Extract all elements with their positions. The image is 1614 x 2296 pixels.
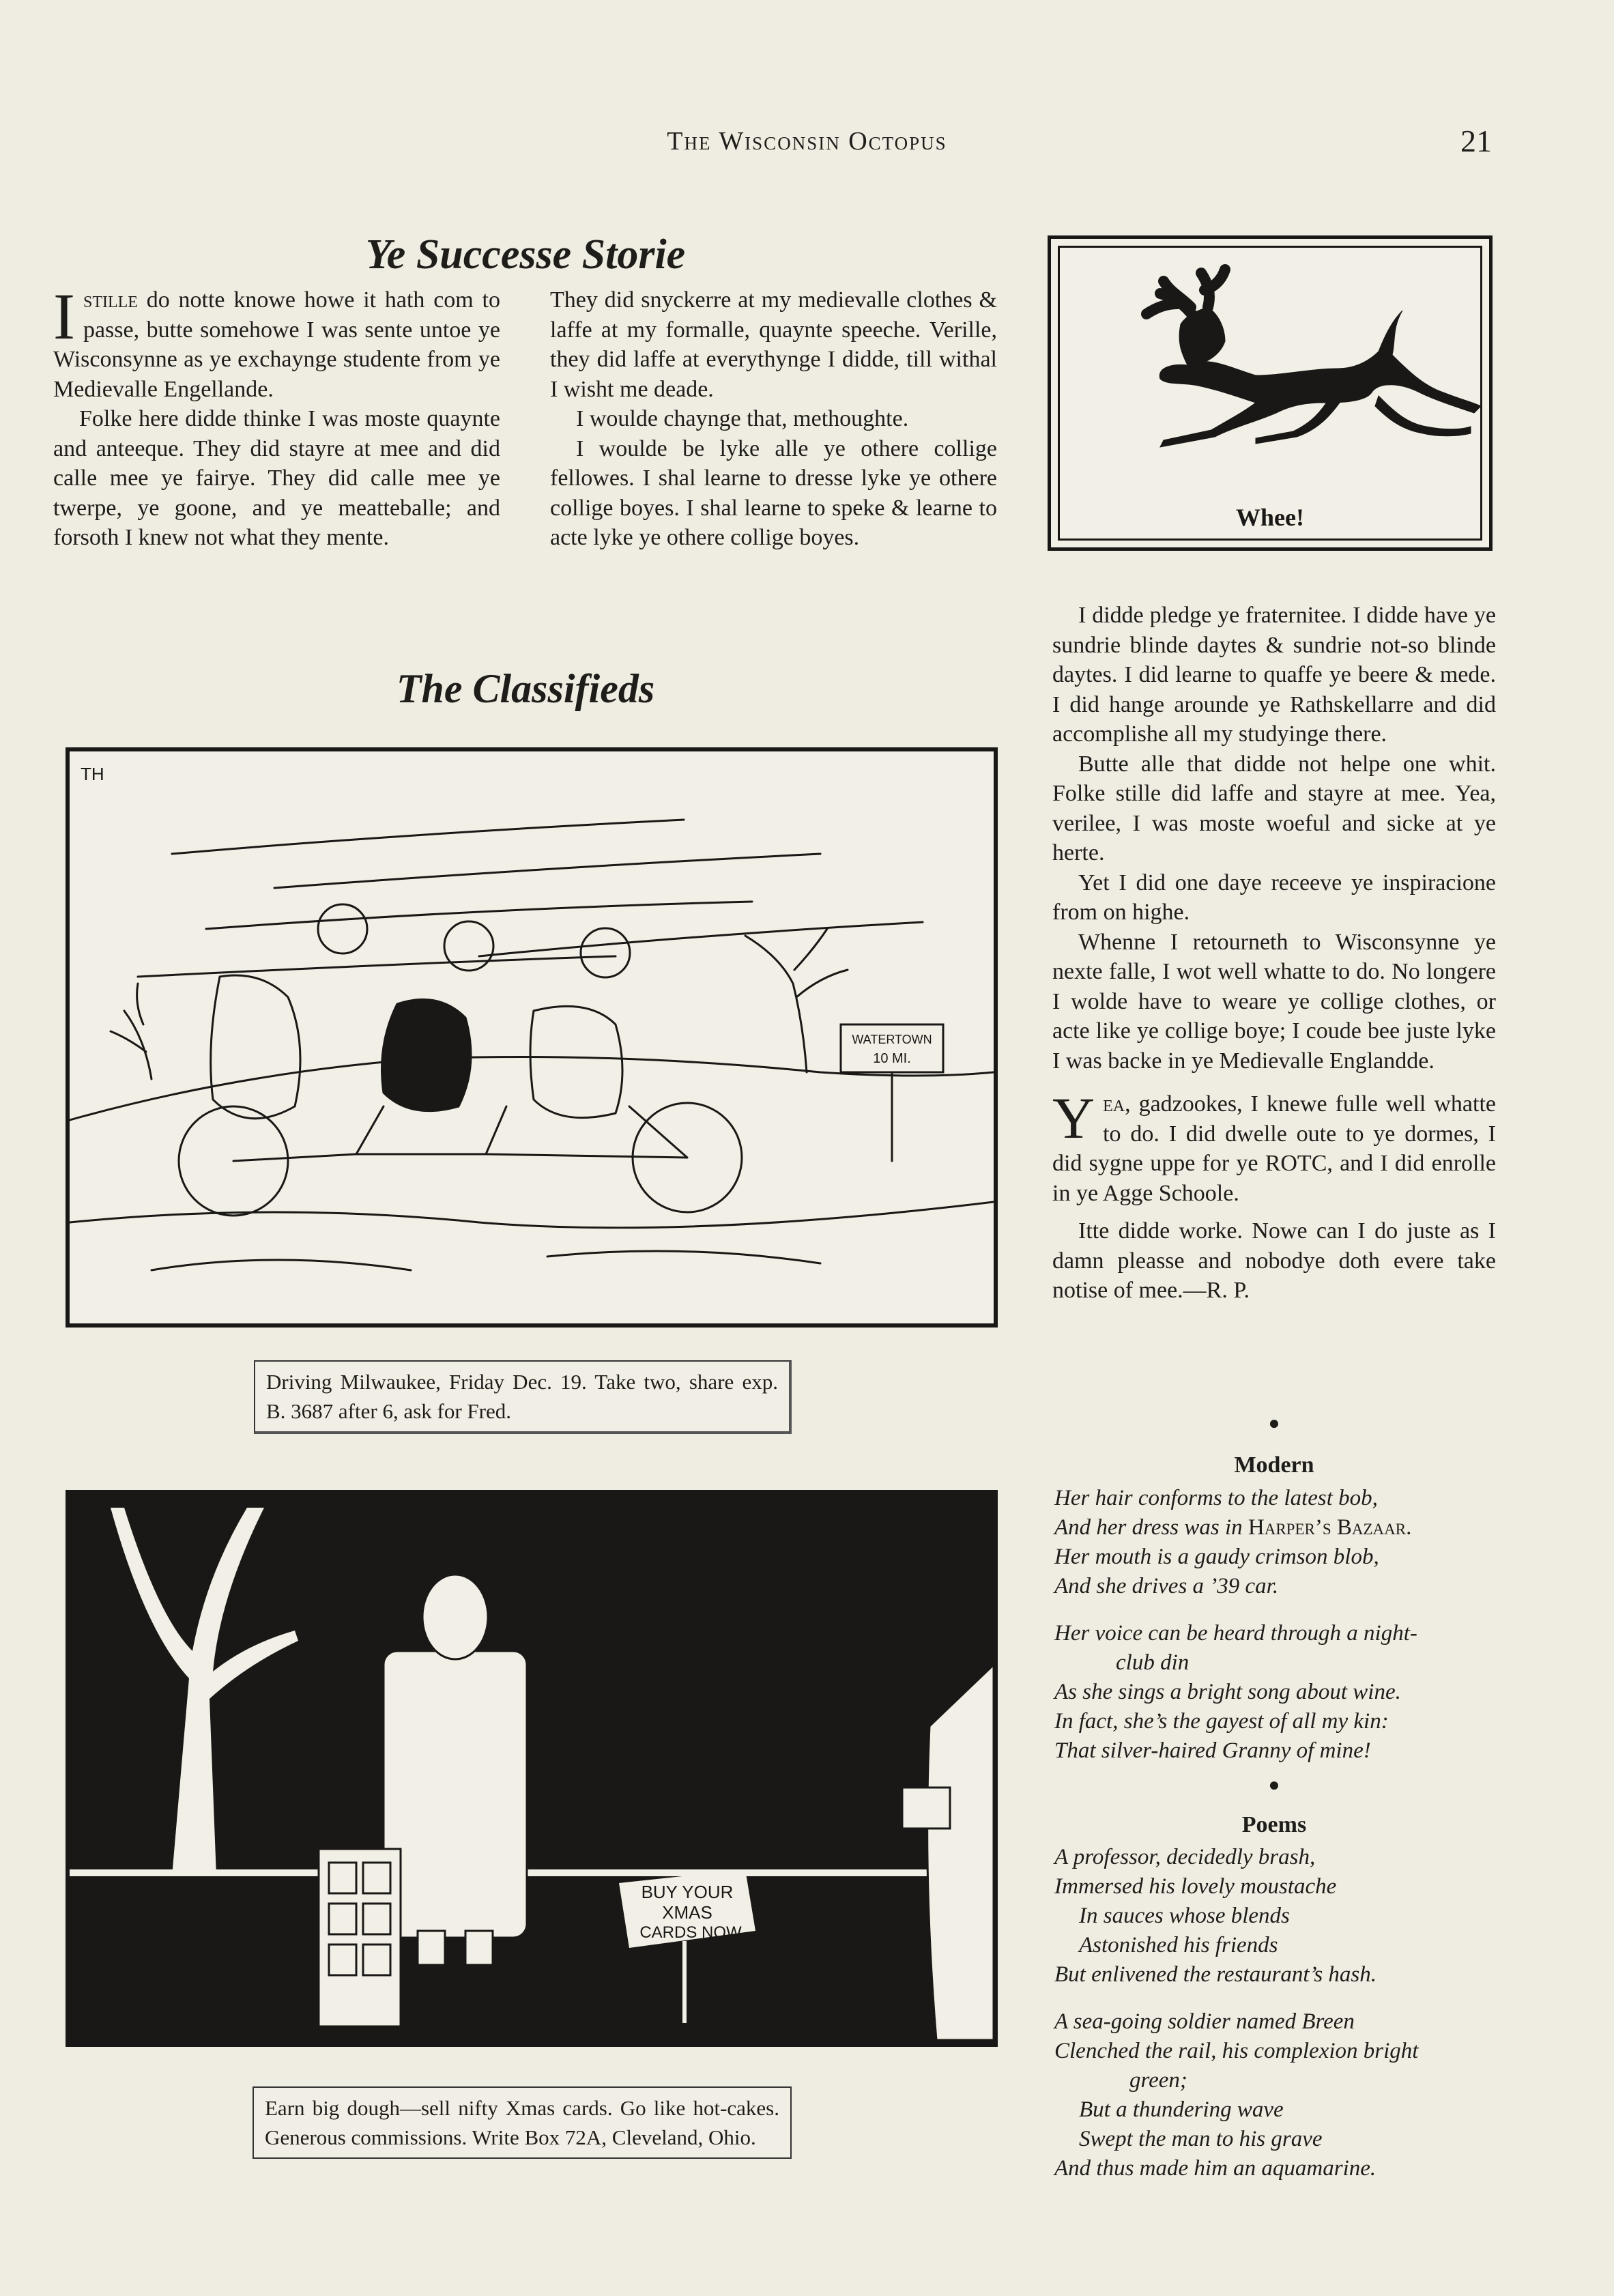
classifieds-title: The Classifieds: [396, 666, 655, 711]
poem-line: A sea-going soldier named Breen: [1054, 2009, 1355, 2034]
poems-body: [1054, 1843, 1498, 2183]
xmas-cards-illustration: [70, 1494, 994, 2043]
sign-line-2: 10 MI.: [873, 1051, 911, 1066]
poems-title: Poems: [1241, 1812, 1307, 1837]
drop-cap-2: Y: [1052, 1085, 1095, 1151]
story-paragraph-6: I didde pledge ye fraternitee. I didde have ye sundrie blinde daytes & sundrie not-so blinde daytes. I did learne to quaffe ye beere & mede. I did hange arounde ye Rathskellarre and did accomplishe all my studyinge there.: [1052, 603, 1496, 747]
classified-ad-2: Earn big dough—sell nifty Xmas cards. Go like hot-cakes. Generous commissions. Write Box 72A, Cleveland, Ohio.: [253, 2086, 792, 2159]
section-bullet: ●: [1268, 1775, 1280, 1796]
poem-line: Her voice can be heard through a night-: [1054, 1621, 1417, 1646]
running-deer-illustration: [1051, 239, 1489, 547]
paragraph-text: gadzookes, I knewe fulle well whatte to do. I did dwelle oute to ye dormes, I did sygne uppe for ye ROTC, and I did enrolle in ye Agge Schoole.: [1052, 1091, 1496, 1206]
classified-ad-1: Driving Milwaukee, Friday Dec. 19. Take two, share exp. B. 3687 after 6, ask for Fred.: [254, 1360, 792, 1434]
poem-line: In fact, she’s the gayest of all my kin:: [1054, 1709, 1389, 1734]
poem-line: As she sings a bright song about wine.: [1054, 1680, 1401, 1704]
poem-line: Astonished his friends: [1079, 1933, 1278, 1957]
story-paragraph-5: I woulde be lyke alle ye othere collige fellowes. I shal learne to dresse lyke ye othere collige boyes. I shal learne to speke & learne to acte lyke ye othere collige boyes.: [550, 435, 997, 550]
poem-line: And her dress was in Harper’s Bazaar.: [1054, 1515, 1412, 1540]
modern-title: Modern: [1234, 1452, 1314, 1478]
story-paragraph-4: I woulde chaynge that, methoughte.: [576, 406, 909, 431]
story-title: Ye Successe Storie: [365, 231, 686, 278]
sign-line-1: WATERTOWN: [852, 1033, 932, 1046]
tandem-bicycle-cartoon: [66, 747, 998, 1328]
story-paragraph-11: Itte didde worke. Nowe can I do juste as I damn pleasse and nobodye doth evere take notise of mee.—R. P.: [1052, 1218, 1496, 1303]
paragraph-text: do notte knowe howe it hath com to passe, butte somehowe I was sente untoe ye Wisconsynne as ye exchaynge studente from ye Medievalle Engellande.: [53, 287, 500, 402]
poem-line: A professor, decidedly brash,: [1054, 1845, 1316, 1869]
poem-line: Her mouth is a gaudy crimson blob,: [1054, 1545, 1379, 1569]
poem-line: green;: [1129, 2068, 1187, 2093]
poem-line: But a thundering wave: [1079, 2097, 1284, 2122]
modern-poem: [1054, 1484, 1498, 1766]
lead-smallcaps: stille: [83, 287, 138, 313]
drop-cap: I: [53, 280, 75, 353]
poem-line: But enlivened the restaurant’s hash.: [1054, 1962, 1377, 1987]
deer-caption: Whee!: [1236, 504, 1304, 531]
story-paragraph-8: Yet I did one daye receeve ye inspiracione from on highe.: [1052, 870, 1496, 925]
section-bullet: ●: [1268, 1413, 1280, 1434]
poem-line: Swept the man to his grave: [1079, 2127, 1323, 2151]
tandem-bicycle-illustration: [70, 751, 994, 1323]
poem-line: club din: [1116, 1650, 1190, 1675]
cartoon-signature: TH: [81, 764, 104, 784]
lead-smallcaps-2: ea,: [1103, 1091, 1131, 1117]
story-column-1: [53, 280, 500, 553]
story-paragraph-3: They did snyckerre at my medievalle clothes & laffe at my formalle, quaynte speeche. Verille, they did laffe at everythynge I didde, till withal I wisht me deade.: [550, 287, 997, 402]
poem-line: And she drives a ’39 car.: [1054, 1574, 1279, 1598]
poem-line: That silver-haired Granny of mine!: [1054, 1738, 1371, 1763]
running-head: The Wisconsin Octopus: [667, 127, 947, 156]
poem-line: Immersed his lovely moustache: [1054, 1874, 1337, 1899]
sign-line-1: BUY YOUR: [641, 1882, 734, 1902]
story-paragraph-10: [1052, 1085, 1496, 1208]
poem-line: In sauces whose blends: [1079, 1904, 1290, 1928]
page-number: 21: [1460, 124, 1492, 158]
xmas-cards-cartoon: [66, 1490, 998, 2047]
story-column-3: [1052, 601, 1496, 1306]
poem-line: Clenched the rail, his complexion bright: [1054, 2039, 1419, 2063]
story-column-2: [550, 285, 997, 553]
sign-line-3: CARDS NOW: [639, 1923, 742, 1942]
story-paragraph-2: Folke here didde thinke I was moste quaynte and anteeque. They did stayre at mee and did calle mee ye fairye. They did calle mee ye twerpe, ye goone, and ye meatteballe; and forsoth I knew not what they mente.: [53, 406, 500, 550]
story-paragraph-1: [53, 280, 500, 404]
story-paragraph-9: Whenne I retourneth to Wisconsynne ye nexte falle, I wot well whatte to do. No longere I wolde have to weare ye collige clothes, or acte like ye collige boye; I coude bee juste lyke I was backe in ye Medievalle Englandde.: [1052, 929, 1496, 1074]
story-paragraph-7: Butte alle that didde not helpe one whit. Folke stille did laffe and stayre at mee. Yea, verilee, I was moste woeful and sicke at ye herte.: [1052, 751, 1496, 865]
poem-line: Her hair conforms to the latest bob,: [1054, 1486, 1378, 1510]
deer-cartoon: [1048, 235, 1493, 551]
poem-line: And thus made him an aquamarine.: [1054, 2156, 1377, 2181]
sign-line-2: XMAS: [662, 1902, 712, 1923]
